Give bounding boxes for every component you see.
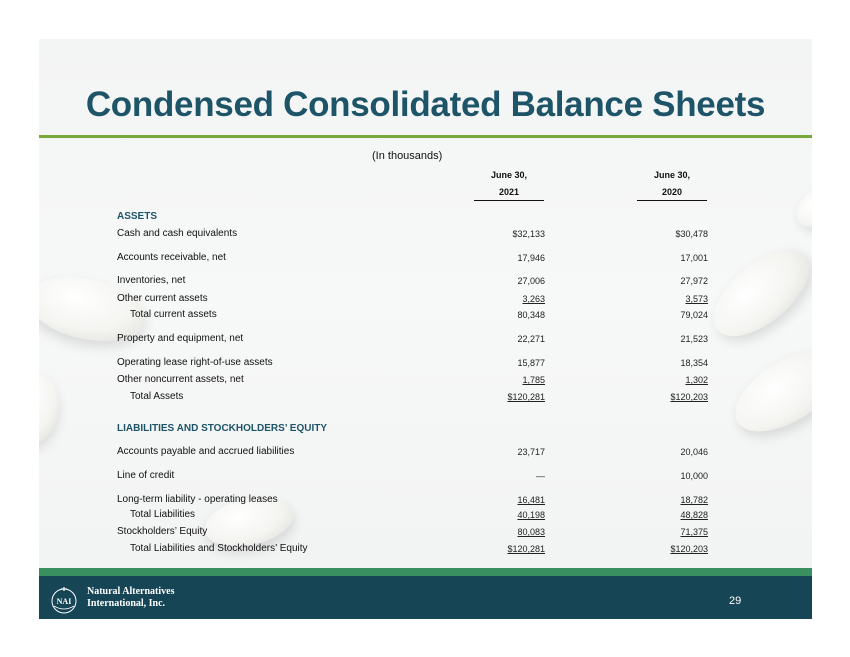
row-value-2020-accounts-payable: 20,046 <box>680 447 708 457</box>
page-title: Condensed Consolidated Balance Sheets <box>85 85 766 124</box>
row-label-inventories: Inventories, net <box>117 275 186 286</box>
row-value-2021-stockholders-equity: 80,083 <box>517 527 545 537</box>
row-value-2020-total-liabilities-equity: $120,203 <box>670 544 708 554</box>
row-value-2020-long-term-lease-liability: 18,782 <box>680 495 708 505</box>
units-subheading: (In thousands) <box>372 150 443 162</box>
row-value-2020-stockholders-equity: 71,375 <box>680 527 708 537</box>
pill-image-top-right <box>789 177 812 235</box>
row-value-2021-receivables: 17,946 <box>517 253 545 263</box>
row-label-total-assets: Total Assets <box>130 391 184 402</box>
row-value-2021-total-liabilities-equity: $120,281 <box>507 544 545 554</box>
row-value-2020-cash: $30,478 <box>675 229 708 239</box>
row-value-2021-operating-lease-assets: 15,877 <box>517 358 545 368</box>
row-label-total-liabilities-equity: Total Liabilities and Stockholders’ Equity <box>130 543 308 554</box>
footer-accent-stripe <box>39 568 812 576</box>
row-value-2020-total-assets: $120,203 <box>670 392 708 402</box>
row-value-2021-cash: $32,133 <box>512 229 545 239</box>
assets-section-heading: ASSETS <box>117 211 158 222</box>
column-2021-date: June 30, <box>490 170 528 180</box>
row-value-2021-total-liabilities: 40,198 <box>517 510 545 520</box>
row-value-2020-other-noncurrent-assets: 1,302 <box>685 375 708 385</box>
pill-image-right-1 <box>699 234 812 352</box>
company-name-line2: International, Inc. <box>87 598 166 609</box>
row-value-2021-total-assets: $120,281 <box>507 392 545 402</box>
row-value-2021-long-term-lease-liability: 16,481 <box>517 495 545 505</box>
column-2021-underline <box>474 200 544 201</box>
row-label-long-term-lease-liability: Long-term liability - operating leases <box>117 494 278 505</box>
row-value-2021-accounts-payable: 23,717 <box>517 447 545 457</box>
logo-text: NAI <box>56 597 72 606</box>
company-name-line1: Natural Alternatives <box>87 586 175 597</box>
row-value-2020-property-equipment: 21,523 <box>680 334 708 344</box>
row-label-operating-lease-assets: Operating lease right-of-use assets <box>117 357 273 368</box>
row-label-cash: Cash and cash equivalents <box>117 228 238 239</box>
row-label-total-current-assets: Total current assets <box>130 309 217 320</box>
row-value-2020-receivables: 17,001 <box>680 253 708 263</box>
row-value-2021-other-current-assets: 3,263 <box>522 294 545 304</box>
slide <box>39 39 812 619</box>
column-2020-date: June 30, <box>653 170 691 180</box>
row-label-stockholders-equity: Stockholders’ Equity <box>117 526 208 537</box>
title-divider <box>39 135 812 138</box>
pill-image-left-2 <box>39 370 65 448</box>
row-label-receivables: Accounts receivable, net <box>117 252 226 263</box>
row-label-line-of-credit: Line of credit <box>117 470 175 481</box>
row-value-2020-total-current-assets: 79,024 <box>680 310 708 320</box>
row-value-2021-line-of-credit: — <box>536 471 545 481</box>
row-value-2021-total-current-assets: 80,348 <box>517 310 545 320</box>
company-logo-icon <box>50 586 78 614</box>
column-2020-underline <box>637 200 707 201</box>
liabilities-section-heading: LIABILITIES AND STOCKHOLDERS’ EQUITY <box>117 423 328 434</box>
row-value-2020-line-of-credit: 10,000 <box>680 471 708 481</box>
row-label-property-equipment: Property and equipment, net <box>117 333 244 344</box>
company-name <box>87 586 175 610</box>
row-label-other-current-assets: Other current assets <box>117 293 208 304</box>
column-2020-year: 2020 <box>661 187 683 197</box>
column-2021-year: 2021 <box>498 187 520 197</box>
row-value-2021-property-equipment: 22,271 <box>517 334 545 344</box>
row-value-2021-other-noncurrent-assets: 1,785 <box>522 375 545 385</box>
row-label-accounts-payable: Accounts payable and accrued liabilities <box>117 446 295 457</box>
row-value-2020-inventories: 27,972 <box>680 276 708 286</box>
page-number: 29 <box>729 595 742 607</box>
pill-image-right-2 <box>722 334 812 447</box>
row-value-2020-total-liabilities: 48,828 <box>680 510 708 520</box>
row-value-2020-operating-lease-assets: 18,354 <box>680 358 708 368</box>
row-value-2021-inventories: 27,006 <box>517 276 545 286</box>
row-value-2020-other-current-assets: 3,573 <box>685 294 708 304</box>
row-label-other-noncurrent-assets: Other noncurrent assets, net <box>117 374 244 385</box>
row-label-total-liabilities: Total Liabilities <box>130 509 196 520</box>
